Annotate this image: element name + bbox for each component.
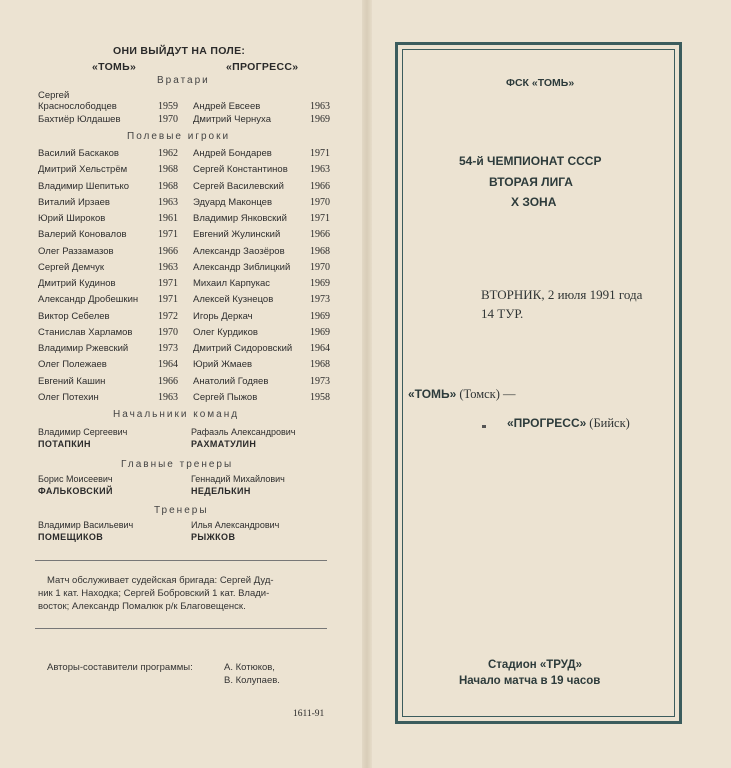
league-name: ВТОРАЯ ЛИГА — [489, 175, 573, 189]
section-field-players: Полевые игроки — [127, 131, 231, 142]
player-name-team2: Дмитрий Чернуха — [193, 113, 271, 125]
player-year-team1: 1968 — [158, 164, 178, 176]
player-name-team1: Сергей Демчук — [38, 261, 105, 273]
cover-frame-inner — [402, 49, 675, 717]
head2-name: Геннадий Михайлович — [191, 474, 285, 484]
player-year-team1: 1971 — [158, 229, 178, 241]
lineups-page — [0, 0, 362, 768]
player-name-team1: Бахтиёр Юлдашев — [38, 113, 121, 125]
player-year-team2: 1963 — [310, 164, 330, 176]
player-name-team1: Олег Потехин — [38, 391, 99, 403]
player-year-team1: 1970 — [158, 113, 178, 125]
player-name-team1: Юрий Широков — [38, 213, 106, 224]
away-team-line — [507, 416, 630, 431]
player-year-team2: 1969 — [310, 310, 330, 322]
home-city: (Томск) — — [459, 387, 516, 401]
championship-title: 54-й ЧЕМПИОНАТ СССР — [459, 154, 602, 168]
player-year-team2: 1969 — [310, 278, 330, 289]
head1-surname: ФАЛЬКОВСКИЙ — [38, 486, 113, 496]
player-name-team2: Эдуард Маконцев — [193, 196, 272, 208]
player-name-team1: Александр Дробешкин — [38, 294, 139, 306]
player-year-team2: 1971 — [310, 213, 330, 224]
player-year-team1: 1963 — [158, 391, 178, 403]
player-name-team2: Евгений Жулинский — [193, 229, 281, 241]
player-year-team2: 1966 — [310, 180, 330, 192]
away-team: «ПРОГРЕСС» — [507, 416, 587, 430]
section-head-coaches: Главные тренеры — [121, 459, 234, 470]
section-chiefs: Начальники команд — [113, 409, 240, 420]
player-name-team2: Михаил Карпукас — [193, 278, 271, 289]
stadium: Стадион «ТРУД» — [488, 659, 582, 671]
player-name-team2: Анатолий Годяев — [193, 375, 269, 387]
player-year-team1: 1964 — [158, 359, 178, 371]
divider-bottom — [35, 628, 327, 629]
player-name-team2: Юрий Жмаев — [193, 359, 253, 371]
player-name-team2: Алексей Кузнецов — [193, 294, 274, 306]
coach2-name: Илья Александрович — [191, 520, 280, 530]
team1-header: «ТОМЬ» — [92, 61, 137, 73]
referees-line-1: Матч обслуживает судейская бригада: Сергей Дуд- — [47, 575, 274, 586]
divider-top — [35, 560, 327, 561]
player-name-team1: Олег Полежаев — [38, 359, 107, 371]
player-year-team1: 1968 — [158, 180, 178, 192]
chief2-surname: РАХМАТУЛИН — [191, 439, 257, 449]
head2-surname: НЕДЕЛЬКИН — [191, 486, 251, 496]
player-name-team1: Олег Раззамазов — [38, 245, 114, 257]
player-year-team2: 1963 — [310, 101, 330, 112]
zone-name: X ЗОНА — [511, 195, 557, 209]
player-name-team1: Виталий Ирзаев — [38, 196, 110, 208]
referees-line-3: восток; Александр Помалюк р/к Благовещенск. — [38, 601, 246, 612]
player-year-team2: 1968 — [310, 245, 330, 257]
player-year-team1: 1971 — [158, 278, 178, 289]
player-name-team1: Дмитрий Хельстрём — [38, 164, 128, 176]
kickoff-time: Начало матча в 19 часов — [459, 675, 601, 687]
chief2-name: Рафаэль Александрович — [191, 427, 296, 437]
player-year-team1: 1966 — [158, 245, 178, 257]
player-year-team1: 1973 — [158, 343, 178, 354]
author-2: В. Колупаев. — [224, 675, 280, 686]
player-year-team2: 1973 — [310, 294, 330, 306]
player-name-team2: Александр Зиблицкий — [193, 261, 291, 273]
player-year-team2: 1973 — [310, 375, 330, 387]
coach1-name: Владимир Васильевич — [38, 520, 134, 530]
goalkeeper-first-name: Сергей — [38, 90, 70, 101]
player-name-team2: Сергей Василевский — [193, 180, 284, 192]
coach2-surname: РЫЖКОВ — [191, 532, 236, 542]
player-year-team1: 1961 — [158, 213, 178, 224]
author-1: А. Котюков, — [224, 662, 275, 673]
match-round: 14 ТУР. — [481, 306, 524, 321]
player-name-team2: Олег Курдиков — [193, 326, 258, 338]
away-city: (Бийск) — [589, 416, 630, 430]
player-name-team1: Владимир Ржевский — [38, 343, 129, 354]
authors-label: Авторы-составители программы: — [47, 662, 193, 673]
player-name-team1: Василий Баскаков — [38, 148, 119, 159]
player-name-team1: Виктор Себелев — [38, 310, 110, 322]
player-year-team1: 1966 — [158, 375, 178, 387]
dot-mark — [482, 425, 486, 428]
player-name-team2: Дмитрий Сидоровский — [193, 343, 293, 354]
player-year-team2: 1968 — [310, 359, 330, 371]
player-year-team1: 1970 — [158, 326, 178, 338]
player-name-team2: Андрей Бондарев — [193, 148, 272, 159]
cover-page — [372, 0, 731, 768]
player-year-team2: 1966 — [310, 229, 330, 241]
team2-header: «ПРОГРЕСС» — [226, 61, 299, 73]
player-name-team1: Станислав Харламов — [38, 326, 133, 338]
player-year-team2: 1969 — [310, 113, 330, 125]
club-name: ФСК «ТОМЬ» — [506, 77, 575, 89]
referees-line-2: ник 1 кат. Находка; Сергей Бобровский 1 кат. Влади- — [38, 588, 270, 599]
player-name-team1: Краснослободцев — [38, 101, 117, 112]
player-name-team2: Сергей Пыжов — [193, 391, 258, 403]
player-name-team2: Сергей Константинов — [193, 164, 288, 176]
player-year-team2: 1969 — [310, 326, 330, 338]
player-year-team2: 1958 — [310, 391, 330, 403]
home-team-line — [408, 387, 516, 402]
print-code: 1611-91 — [293, 709, 325, 719]
coach1-surname: ПОМЕЩИКОВ — [38, 532, 104, 542]
player-name-team1: Валерий Коновалов — [38, 229, 127, 241]
match-date: ВТОРНИК, 2 июля 1991 года — [481, 287, 643, 302]
player-year-team2: 1970 — [310, 196, 330, 208]
player-name-team1: Владимир Шепитько — [38, 180, 130, 192]
section-coaches: Тренеры — [154, 505, 209, 516]
player-year-team1: 1971 — [158, 294, 178, 306]
player-year-team1: 1962 — [158, 148, 178, 159]
player-name-team2: Игорь Деркач — [193, 310, 253, 322]
player-name-team2: Владимир Янковский — [193, 213, 287, 224]
player-year-team1: 1963 — [158, 196, 178, 208]
player-name-team2: Александр Заозёров — [193, 245, 285, 257]
player-year-team1: 1972 — [158, 310, 178, 322]
section-goalkeepers: Вратари — [157, 75, 210, 86]
player-year-team1: 1963 — [158, 261, 178, 273]
player-year-team2: 1971 — [310, 148, 330, 159]
player-name-team2: Андрей Евсеев — [193, 101, 261, 112]
fold-line — [362, 0, 372, 768]
lineups-title: ОНИ ВЫЙДУТ НА ПОЛЕ: — [113, 45, 246, 57]
head1-name: Борис Моисеевич — [38, 474, 113, 484]
home-team: «ТОМЬ» — [408, 387, 457, 401]
player-year-team2: 1970 — [310, 261, 330, 273]
chief1-name: Владимир Сергеевич — [38, 427, 128, 437]
player-name-team1: Дмитрий Кудинов — [38, 278, 116, 289]
player-name-team1: Евгений Кашин — [38, 375, 106, 387]
chief1-surname: ПОТАПКИН — [38, 439, 91, 449]
player-year-team1: 1959 — [158, 101, 178, 112]
player-year-team2: 1964 — [310, 343, 330, 354]
